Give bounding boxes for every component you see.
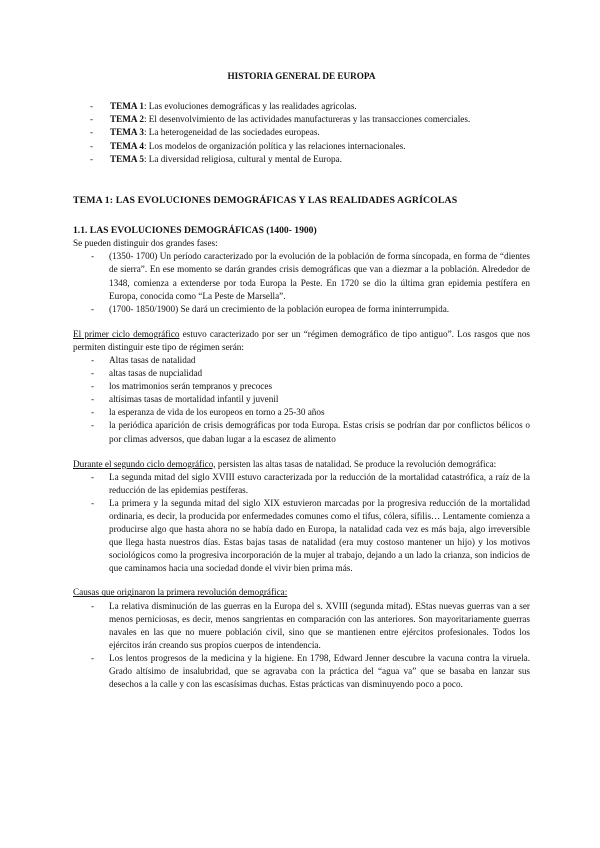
toc-item xyxy=(73,113,530,126)
list-dash: - xyxy=(90,140,94,151)
first-cycle-list xyxy=(73,354,530,446)
list-item xyxy=(73,303,530,316)
first-cycle-paragraph xyxy=(73,328,530,354)
list-item-text: altísimas tasas de mortalidad infantil y juvenil xyxy=(109,394,279,405)
section-heading: 1.1. LAS EVOLUCIONES DEMOGRÁFICAS (1400- 1900) xyxy=(73,225,317,237)
list-dash: - xyxy=(91,652,95,663)
list-dash: - xyxy=(91,251,95,262)
list-dash: - xyxy=(90,153,94,164)
phases-list xyxy=(73,250,530,315)
list-item xyxy=(73,652,530,691)
list-dash: - xyxy=(91,471,95,482)
spacer xyxy=(73,575,530,586)
spacer xyxy=(73,316,530,328)
toc-text: : La heterogeneidad de las sociedades europeas. xyxy=(143,127,320,138)
toc-label: TEMA 4 xyxy=(110,140,144,151)
list-dash: - xyxy=(91,407,95,418)
toc-label: TEMA 3 xyxy=(110,127,144,138)
second-cycle-list xyxy=(73,471,530,576)
list-item xyxy=(73,471,530,497)
list-item xyxy=(73,406,530,419)
list-item-text: Altas tasas de natalidad xyxy=(109,354,196,365)
list-dash: - xyxy=(91,381,95,392)
list-item-text: La primera y la segunda mitad del siglo XIX estuvieron marcadas por la progresiva reducción de la mortalidad ordinaria, es decir, la producida por enfermedades comunes como el tifus, cólera, sífilis… Lentamente comienza a producirse algo que hasta ahora no se había dado en Europa, la natalidad cada vez es más baja, algo irreversible que llega hasta nuestros días. Estas bajas tasas de natalidad (era muy costoso mantener un hijo) y los motivos sociológicos como la progresiva incorporación de la mujer al trabajo, dejando a un lado la crianza, son indicios de que caminamos hacia una sociedad donde el vivir bien prima más. xyxy=(109,497,530,574)
list-dash: - xyxy=(91,354,95,365)
toc-item xyxy=(73,153,530,166)
list-item-text: Los lentos progresos de la medicina y la higiene. En 1798, Edward Jenner descubre la vacuna contra la viruela. Grado altísimo de insalubridad, que se agravaba con la práctica del “agua va” que se basaba en lanzar sus desechos a la calle y con las escasísimas duchas. Estas prácticas van disminuyendo poco a poco. xyxy=(109,652,530,690)
list-item-text: La relativa disminución de las guerras en la Europa del s. XVIII (segunda mitad). EStas nuevas guerras van a ser menos perniciosas, es decir, menos sangrientas en comparación con las anteriores. Son mayoritariamente guerras navales en las que no muere población civil, sino que se mantienen entre ejércitos profesionales. Todos los ejércitos irán creando sus propios cuerpos de intendencia. xyxy=(109,600,530,650)
list-item-text: La segunda mitad del siglo XVIII estuvo caracterizada por la reducción de la mortalidad catastrófica, a raíz de la reducción de las epidemias pestíferas. xyxy=(109,471,530,495)
toc-text: : Las evoluciones demográficas y las realidades agrícolas. xyxy=(143,101,357,112)
causes-heading: Causas que originaron la primera revolución demográfica: xyxy=(73,587,288,598)
list-dash: - xyxy=(90,114,94,125)
toc-label: TEMA 1 xyxy=(110,101,144,112)
list-item-text: la esperanza de vida de los europeos en torno a 25-30 años xyxy=(109,407,325,418)
toc-label: TEMA 5 xyxy=(110,153,144,164)
list-dash: - xyxy=(91,303,95,314)
list-dash: - xyxy=(91,497,95,508)
toc-text: : La diversidad religiosa, cultural y mental de Europa. xyxy=(143,153,342,164)
toc-item xyxy=(73,126,530,139)
toc-item xyxy=(73,100,530,113)
list-item-text: altas tasas de nupcialidad xyxy=(109,368,203,379)
toc-item xyxy=(73,140,530,153)
list-dash: - xyxy=(91,368,95,379)
intro-paragraph: Se pueden distinguir dos grandes fases: xyxy=(73,238,218,249)
list-item xyxy=(73,393,530,406)
toc-text: : El desenvolvimiento de las actividades manufactureras y las transacciones comerciales. xyxy=(143,114,471,125)
toc-label: TEMA 2 xyxy=(110,114,144,125)
list-item xyxy=(73,419,530,445)
document-title: HISTORIA GENERAL DE EUROPA xyxy=(227,71,376,81)
list-item xyxy=(73,380,530,393)
list-item-text: los matrimonios serán tempranos y precoces xyxy=(109,381,273,392)
list-item-text: (1700- 1850/1900) Se dará un crecimiento de la población europea de forma ininterrumpida. xyxy=(109,303,450,314)
list-item xyxy=(73,250,530,302)
list-item xyxy=(73,354,530,367)
list-item xyxy=(73,367,530,380)
first-cycle-text: estuvo caracterizado por ser un “régimen demográfico de tipo antiguo”. Los rasgos que nos permiten distinguir este tipo de régimen serán: xyxy=(73,328,530,352)
list-item xyxy=(73,600,530,652)
causes-list xyxy=(73,600,530,692)
second-cycle-paragraph xyxy=(73,458,530,471)
second-cycle-text: persisten las altas tasas de natalidad. Se produce la revolución demográfica: xyxy=(215,458,497,469)
second-cycle-term: Durante el segundo ciclo demográfico, xyxy=(73,458,216,469)
list-item-text: (1350- 1700) Un período caracterizado por la evolución de la población de forma síncopada, en forma de “dientes de sierra”. En ese momento se darán grandes crisis demográficas que van a diezmar a la población. Alrededor de 1348, comienza a extenderse por toda Europa la Peste. En 1720 se dio la última gran epidemia pestífera en Europa, conocida como “La Peste de Marsella”. xyxy=(109,251,530,301)
table-of-contents xyxy=(73,100,530,166)
list-dash: - xyxy=(90,101,94,112)
list-item xyxy=(73,497,530,576)
list-item-text: la periódica aparición de crisis demográficas por toda Europa. Estas crisis se podrían dar por conflictos bélicos o por climas adversos, que daban lugar a la escasez de alimento xyxy=(109,420,530,444)
list-dash: - xyxy=(91,420,95,431)
document-body xyxy=(73,70,530,691)
toc-text: : Los modelos de organización política y las relaciones internacionales. xyxy=(143,140,406,151)
list-dash: - xyxy=(91,600,95,611)
first-cycle-term: El primer ciclo demográfico xyxy=(73,328,180,339)
spacer xyxy=(73,446,530,458)
list-dash: - xyxy=(91,394,95,405)
list-dash: - xyxy=(90,127,94,138)
tema-heading: TEMA 1: LAS EVOLUCIONES DEMOGRÁFICAS Y LAS REALIDADES AGRÍCOLAS xyxy=(73,195,458,207)
